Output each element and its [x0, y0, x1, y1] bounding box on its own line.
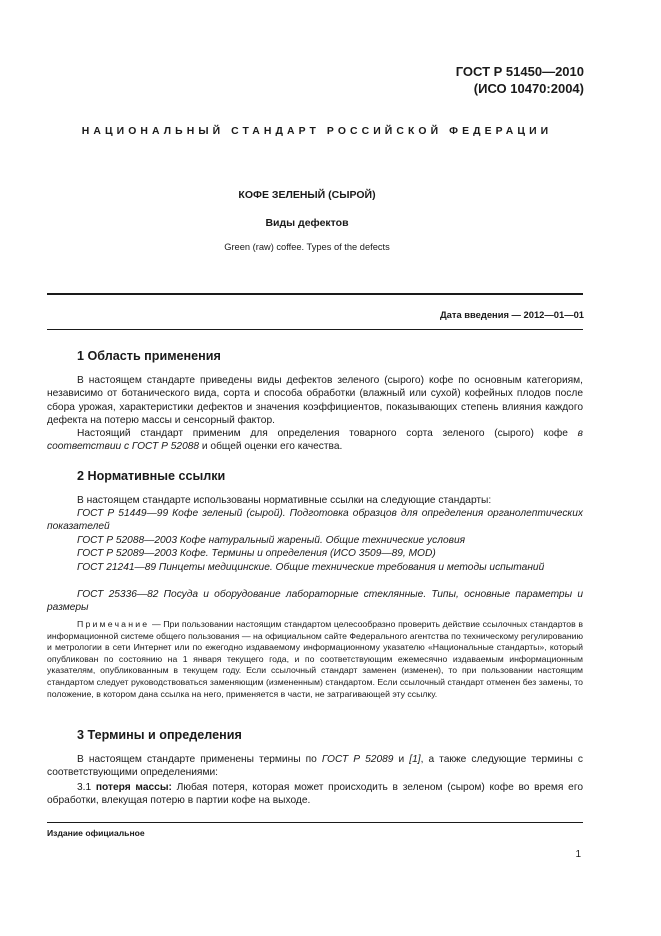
section-1-heading: 1 Область применения	[77, 349, 221, 363]
page-number: 1	[575, 849, 581, 860]
reference-item: ГОСТ Р 52089—2003 Кофе. Термины и определения (ИСО 3509—89, MOD)	[77, 548, 436, 559]
note-paragraph: Примечание — При пользовании настоящим стандартом целесообразно проверить действие ссылочных стандартов в информационной системе общего пользования — на официальном сайте Федерального агентства по техническому регулированию и метрологии в сети Интернет или по ежегодно издаваемому информационному указателю «Национальные стандарты», который опубликован по состоянию на 1 января текущего года, и по соответствующим ежемесячно издаваемым информационным указателям, опубликованным в текущем году. Если ссылочный стандарт заменен (изменен), то при пользовании настоящим стандартом следует руководствоваться заменяющим (измененным) стандартом. Если ссылочный стандарт отменен без замены, то положение, в котором дана ссылка на него, применяется в части, не затрагивающей эту ссылку.	[47, 619, 583, 699]
english-title: Green (raw) coffee. Types of the defects	[224, 242, 390, 252]
gost-number: ГОСТ Р 51450—2010	[455, 64, 584, 79]
section-2-intro: В настоящем стандарте использованы нормативные ссылки на следующие стандарты:	[77, 495, 492, 506]
iso-number: (ИСО 10470:2004)	[473, 81, 584, 96]
term-definition: 3.1 потеря массы: Любая потеря, которая может происходить в зеленом (сыром) кофе во время его обработки, влекущая потерю в партии кофе на выходе.	[47, 782, 583, 807]
section-3-heading: 3 Термины и определения	[77, 728, 242, 742]
section-1-paragraph-1: В настоящем стандарте приведены виды дефектов зеленого (сырого) кофе по основным категориям, независимо от ботанического вида, сорта и способа обработки (влажный или сухой) кофейных плодов после сбора урожая, характеристики дефектов и значения коэффициентов, показывающих степень влияния каждого дефекта на потерю массы и сенсорный фактор.	[47, 375, 583, 426]
section-3-paragraph-1: В настоящем стандарте применены термины по ГОСТ Р 52089 и [1], а также следующие термины с соответствующими определениями:	[47, 754, 583, 779]
term-name: потеря массы:	[95, 782, 172, 793]
section-2-heading: 2 Нормативные ссылки	[77, 469, 226, 483]
divider-bottom	[47, 329, 583, 330]
reference-item: ГОСТ Р 52088—2003 Кофе натуральный жареный. Общие технические условия	[77, 535, 466, 546]
section-1-paragraph-2: Настоящий стандарт применим для определения товарного сорта зеленого (сырого) кофе в соответствии с ГОСТ Р 52088 и общей оценки его качества.	[47, 428, 583, 453]
reference-item: ГОСТ 21241—89 Пинцеты медицинские. Общие технические требования и методы испытаний	[77, 562, 545, 573]
official-edition-label: Издание официальное	[47, 828, 145, 838]
document-title: КОФЕ ЗЕЛЕНЫЙ (СЫРОЙ)	[238, 189, 376, 201]
standard-type: НАЦИОНАЛЬНЫЙ СТАНДАРТ РОССИЙСКОЙ ФЕДЕРАЦИИ	[81, 126, 553, 137]
document-subtitle: Виды дефектов	[265, 217, 349, 229]
divider-top	[47, 293, 583, 295]
footer-divider	[47, 822, 583, 823]
reference-item: ГОСТ 25336—82 Посуда и оборудование лабораторные стеклянные. Типы, основные параметры и размеры	[47, 589, 583, 614]
reference-item: ГОСТ Р 51449—99 Кофе зеленый (сырой). Подготовка образцов для определения органолептических показателей	[47, 508, 583, 533]
note-label: Примечание	[77, 619, 150, 629]
introduction-date: Дата введения — 2012—01—01	[439, 309, 584, 320]
